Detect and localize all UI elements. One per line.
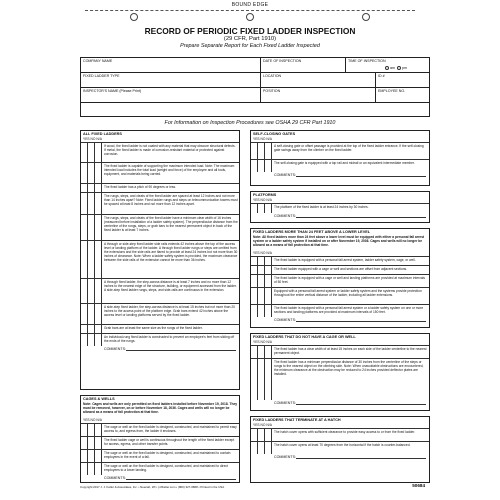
comments-label: COMMENTS: (104, 476, 126, 480)
punch-hole-icon (246, 13, 254, 21)
no-checkbox[interactable] (258, 143, 265, 159)
na-checkbox[interactable] (265, 275, 272, 287)
na-checkbox[interactable] (95, 463, 102, 475)
checklist-item (81, 240, 239, 278)
no-checkbox[interactable] (258, 266, 265, 274)
comments-label: COMMENTS: (274, 214, 296, 218)
checklist-item (81, 183, 239, 192)
form-cfr: (29 CFR, Part 1910) (223, 36, 277, 42)
no-cage-section (250, 333, 430, 411)
checklist-item-text: The fixed ladder has a clear width of at least 15 inches on each side of the ladder centerline to the nearest permanent object. (274, 346, 427, 355)
comments-field[interactable] (296, 176, 426, 177)
checklist-item-text: The hatch cover opens with sufficient clearance to provide easy access to or from the fixed ladder. (274, 429, 416, 434)
checklist-item-text: The fixed ladder is capable of supporting the maximum intended load. Note: The maximum intended load includes the total load (weight and force) of the employee and all tools, equipment, and materials being carried. (104, 163, 235, 176)
checklist-item (81, 162, 239, 183)
checklist-item-text: A side-step fixed ladder, the step-across distance is at least 15 inches but not more than 20 inches to the access point of the platform edge. Grab bars extend 42 inches above the access level or landing platforms served by the fixed ladder. (104, 304, 235, 317)
yes-checkbox[interactable] (81, 437, 88, 449)
checklist-item-text: The rungs, steps, and cleats of the fixed ladder are spaced at least 12 inches and not more than 14 inches apart? Note: Fixed ladder rungs and steps on telecommunication towers must be spaced at least 8 inches and not more than 12 inches apart. (104, 193, 238, 206)
checklist-item (81, 142, 239, 162)
yes-checkbox[interactable] (81, 424, 88, 436)
na-checkbox[interactable] (95, 184, 102, 192)
punch-hole-icon (130, 13, 138, 21)
form-title: RECORD OF PERIODIC FIXED LADDER INSPECTION (144, 26, 356, 36)
no-checkbox[interactable] (88, 193, 95, 214)
form-instruction: Prepare Separate Report for Each Fixed Ladder Inspected (180, 43, 320, 49)
yes-no-na-header: YES NO N/A (253, 340, 272, 344)
yes-checkbox[interactable] (251, 359, 258, 400)
yes-checkbox[interactable] (251, 160, 258, 172)
yes-checkbox[interactable] (251, 346, 258, 358)
checklist-item (251, 358, 429, 400)
na-checkbox[interactable] (95, 450, 102, 462)
na-checkbox[interactable] (95, 437, 102, 449)
yes-checkbox[interactable] (251, 288, 258, 304)
yes-checkbox[interactable] (81, 241, 88, 278)
over-24ft-section (250, 228, 430, 328)
inspector-name-field[interactable]: INSPECTOR'S NAME (Please Print) (81, 88, 261, 102)
checklist-item-text: Grab bars are at least the same size as the rungs of the fixed ladder. (104, 325, 203, 330)
checklist-item (251, 428, 429, 441)
na-checkbox[interactable] (95, 241, 102, 278)
na-checkbox[interactable] (95, 334, 102, 346)
checklist-item (251, 441, 429, 454)
checklist-item-text: The cage or well on the fixed ladder is designed, constructed, and maintained to permit easy access to, and egress from, the ladder it encloses. (104, 424, 237, 433)
yes-checkbox[interactable] (81, 143, 88, 162)
pm-radio[interactable] (397, 66, 401, 70)
no-checkbox[interactable] (88, 424, 95, 436)
no-checkbox[interactable] (258, 442, 265, 454)
all-fixed-ladders-section (80, 130, 240, 390)
no-checkbox[interactable] (88, 163, 95, 183)
yes-checkbox[interactable] (81, 304, 88, 324)
na-checkbox[interactable] (95, 193, 102, 214)
yes-no-na-header: YES NO N/A (253, 251, 272, 255)
yes-checkbox[interactable] (81, 463, 88, 475)
checklist-item-text: The hatch cover opens at least 70 degrees from the horizontal if the hatch is counter-balanced. (274, 442, 411, 447)
na-checkbox[interactable] (265, 305, 272, 317)
yes-checkbox[interactable] (81, 184, 88, 192)
no-checkbox[interactable] (88, 463, 95, 475)
checklist-item (81, 449, 239, 462)
no-checkbox[interactable] (88, 325, 95, 333)
comments-label: COMMENTS: (274, 455, 296, 459)
section-title: FIXED LADDERS THAT TERMINATE AT A HATCH (253, 418, 341, 422)
yes-checkbox[interactable] (81, 450, 88, 462)
section-title: CAGES & WELLS (83, 397, 115, 401)
yes-checkbox[interactable] (81, 163, 88, 183)
section-title: FIXED LADDERS THAT DO NOT HAVE A CAGE OR WELL (253, 335, 356, 339)
header-info-table (80, 57, 430, 117)
over-24ft-note: Note: All fixed ladders more than 24 feet above a lower level must be equipped with either a personal fall arrest system or a ladder safety system if installed on or after November 19, 2036. Cages and wells will no longer be allowed as a means of fall protection at that time. (253, 235, 425, 248)
na-checkbox[interactable] (265, 204, 272, 213)
checklist-item (81, 278, 239, 303)
bound-edge-label: BOUND EDGE (231, 2, 269, 8)
na-checkbox[interactable] (265, 442, 272, 454)
checklist-item-text: The fixed ladder is equipped with a cage or well and landing platforms are provided at maximum intervals of 50 feet. (274, 275, 426, 284)
info-line: For Information on Inspection Procedures see OSHA 29 CFR Part 1910 (164, 120, 336, 126)
comments-label: COMMENTS: (274, 401, 296, 405)
fixed-ladder-type-field[interactable]: FIXED LADDER TYPE (81, 73, 261, 87)
cages-wells-section (80, 395, 240, 483)
checklist-item-text: The platform of the fixed ladder is at least 24 inches by 30 inches. (274, 204, 369, 209)
checklist-item (81, 333, 239, 346)
na-checkbox[interactable] (265, 266, 272, 274)
no-checkbox[interactable] (258, 346, 265, 358)
na-checkbox[interactable] (95, 215, 102, 240)
yes-checkbox[interactable] (81, 325, 88, 333)
yes-no-na-header: YES NO N/A (83, 418, 102, 422)
na-checkbox[interactable] (265, 359, 272, 400)
comments-field[interactable] (296, 404, 426, 405)
checklist-item (251, 274, 429, 287)
na-checkbox[interactable] (95, 279, 102, 303)
checklist-item (81, 192, 239, 214)
date-of-inspection-field[interactable]: DATE OF INSPECTION (261, 58, 346, 72)
form-number: 50684 (412, 483, 425, 488)
checklist-item (81, 324, 239, 333)
no-checkbox[interactable] (258, 160, 265, 172)
no-checkbox[interactable] (88, 215, 95, 240)
am-radio[interactable] (385, 66, 389, 70)
checklist-item (251, 304, 429, 317)
no-checkbox[interactable] (88, 450, 95, 462)
checklist-item (251, 265, 429, 274)
no-checkbox[interactable] (258, 204, 265, 213)
checklist-item (251, 142, 429, 159)
checklist-item-text: The fixed ladder cage or well is continuous throughout the length of the fixed ladder except for access, egress, and other transfer points. (104, 437, 235, 446)
na-checkbox[interactable] (95, 325, 102, 333)
comments-field[interactable] (296, 458, 426, 459)
yes-checkbox[interactable] (251, 204, 258, 213)
no-checkbox[interactable] (88, 437, 95, 449)
comments-field[interactable] (126, 350, 236, 351)
section-title: ALL FIXED LADDERS (83, 132, 122, 136)
copyright-text: Copyright 2017 J. J. Keller & Associates, Inc. • Neenah, WI • (JJKeller.com • (800) 327-6868 • Printed in the USA (80, 485, 225, 489)
checklist-item-text: The cage or well on the fixed ladder is designed, constructed, and maintained to contain employees in the event of a fall. (104, 450, 231, 459)
na-checkbox[interactable] (265, 143, 272, 159)
na-checkbox[interactable] (95, 163, 102, 183)
yes-checkbox[interactable] (81, 279, 88, 303)
company-name-field[interactable]: COMPANY NAME (81, 58, 261, 72)
checklist-item-text: A through or side-step fixed ladder side rails extends 42 inches above the top of the access level or landing platform of the ladder. A through fixed ladder rungs or steps are omitted from the extensions and the side rails are flared to provide at least 24 inches but not more than 30 inches of clearance. Note: When a ladder safety system is provided, the maximum clearance between the side rails of the extension cannot be more than 36 inches. (104, 241, 238, 262)
checklist-item-text: The fixed ladder has a pitch of 90 degrees or less. (104, 184, 177, 189)
id-number-field[interactable]: ID # (378, 74, 385, 78)
section-title: PLATFORMS (253, 193, 277, 197)
na-checkbox[interactable] (265, 429, 272, 441)
no-checkbox[interactable] (258, 305, 265, 317)
checklist-item-text: The fixed ladder has a minimum perpendicular distance of 30 inches from the centerline of the steps or rungs to the nearest object on the climbing side. Note: When unavoidable obstructions are encountered, the minimum clearance at the obstruction may be reduced to 24 inches provided deflector plates are installed. (274, 359, 424, 376)
checklist-item-text: An individual-rung fixed ladder is constructed to prevent an employee's feet from sliding off the ends of the rungs. (104, 334, 235, 343)
cages-wells-note: Note: Cages and wells are only permitted on fixed ladders installed before November 19, 2018. They must be removed, however, on or before November 18, 2036. Cages and wells will no longer be allowed as a means of fall protection at that time. (83, 402, 238, 415)
comments-field[interactable] (126, 479, 236, 480)
yes-checkbox[interactable] (251, 266, 258, 274)
checklist-item (81, 214, 239, 240)
yes-checkbox[interactable] (81, 193, 88, 214)
checklist-item (251, 287, 429, 304)
checklist-item-text: The fixed ladder equipped with a cage or well and sections are offset from adjacent sections. (274, 266, 408, 271)
no-checkbox[interactable] (88, 279, 95, 303)
yes-checkbox[interactable] (251, 442, 258, 454)
checklist-item-text: The self-closing gate is equipped with a top rail and midrail or an equivalent intermediate member. (274, 160, 415, 165)
na-checkbox[interactable] (95, 424, 102, 436)
punch-hole-icon (362, 13, 370, 21)
na-checkbox[interactable] (265, 160, 272, 172)
no-checkbox[interactable] (88, 241, 95, 278)
na-checkbox[interactable] (95, 143, 102, 162)
section-title: FIXED LADDERS MORE THAN 24 FEET ABOVE A LOWER LEVEL (253, 230, 371, 234)
section-title: SELF-CLOSING GATES (253, 132, 296, 136)
checklist-item-text: A through fixed ladder, the step-across distance is at least 7 inches and no more than 12 inches to the nearest edge of the structure, building, or equipment accessed from the ladder. A side-step fixed ladder rungs, steps, and side-rails are continuous in the extension. (104, 279, 237, 292)
yes-checkbox[interactable] (251, 143, 258, 159)
checklist-item (251, 256, 429, 265)
no-checkbox[interactable] (88, 184, 95, 192)
position-field[interactable]: POSITION (261, 88, 376, 102)
platforms-section (250, 191, 430, 223)
checklist-item (81, 423, 239, 436)
yes-checkbox[interactable] (81, 215, 88, 240)
comments-field[interactable] (296, 217, 426, 218)
checklist-item (251, 345, 429, 358)
yes-no-na-header: YES NO N/A (253, 198, 272, 202)
yes-no-na-header: YES NO N/A (253, 137, 272, 141)
no-checkbox[interactable] (258, 275, 265, 287)
yes-checkbox[interactable] (251, 257, 258, 265)
checklist-item (81, 462, 239, 475)
hatch-section (250, 416, 430, 483)
yes-checkbox[interactable] (251, 275, 258, 287)
no-checkbox[interactable] (258, 288, 265, 304)
yes-checkbox[interactable] (251, 429, 258, 441)
checklist-item-text: The cage or well on the fixed ladder is designed, constructed, and maintained to direct employees to a lower landing. (104, 463, 228, 472)
checklist-item-text: If wood, the fixed ladder is not coated with any material that may obscure structural defects. If metal, the fixed ladder is made of corrosion-resistant material or protected against corrosion. (104, 143, 236, 156)
bound-edge-line (85, 10, 415, 11)
na-checkbox[interactable] (265, 288, 272, 304)
no-checkbox[interactable] (88, 334, 95, 346)
checklist-item (81, 303, 239, 324)
time-of-inspection-field[interactable]: TIME OF INSPECTION am pm (348, 59, 407, 70)
comments-label: COMMENTS: (274, 173, 296, 177)
yes-no-na-header: YES NO N/A (83, 137, 102, 141)
checklist-item (81, 436, 239, 449)
no-checkbox[interactable] (258, 359, 265, 400)
na-checkbox[interactable] (265, 257, 272, 265)
na-checkbox[interactable] (265, 346, 272, 358)
checklist-item (251, 203, 429, 213)
yes-checkbox[interactable] (81, 334, 88, 346)
location-field[interactable]: LOCATION (261, 73, 376, 87)
checklist-item-text: The fixed ladder is equipped with a personal fall arrest system, ladder safety system, cage, or well. (274, 257, 416, 262)
na-checkbox[interactable] (95, 304, 102, 324)
no-checkbox[interactable] (258, 429, 265, 441)
checklist-item-text: The fixed ladder is equipped with a personal fall arrest system or a ladder safety system on one or more sections and landing platforms are provided at maximum intervals of 150 feet. (274, 305, 424, 314)
self-closing-gates-section (250, 130, 430, 186)
checklist-item (251, 159, 429, 172)
no-checkbox[interactable] (88, 143, 95, 162)
checklist-item-text: The rungs, steps, and cleats of the fixed ladder have a minimum clear width of 16 inches (measured before installation of a ladder safety system). The perpendicular distance from the centerline of the rungs, steps, or grab bars to the nearest permanent object in back of the fixed ladder is at least 7 inches. (104, 215, 238, 232)
checklist-item-text: Equipped with a personal fall arrest system or ladder safety system and the systems provide protection throughout the entire vertical distance of the ladder, including all ladder extensions. (274, 288, 422, 297)
comments-field[interactable] (296, 321, 426, 322)
employee-no-field[interactable]: EMPLOYEE NO. (378, 89, 406, 93)
yes-checkbox[interactable] (251, 305, 258, 317)
no-checkbox[interactable] (258, 257, 265, 265)
comments-label: COMMENTS: (104, 347, 126, 351)
comments-label: COMMENTS: (274, 318, 296, 322)
yes-no-na-header: YES NO N/A (253, 423, 272, 427)
checklist-item-text: A self-closing gate or offset passage is provided at the top of the fixed ladder entrance. If the self-closing gate swings away from the climber on the fixed ladder. (274, 143, 424, 152)
no-checkbox[interactable] (88, 304, 95, 324)
